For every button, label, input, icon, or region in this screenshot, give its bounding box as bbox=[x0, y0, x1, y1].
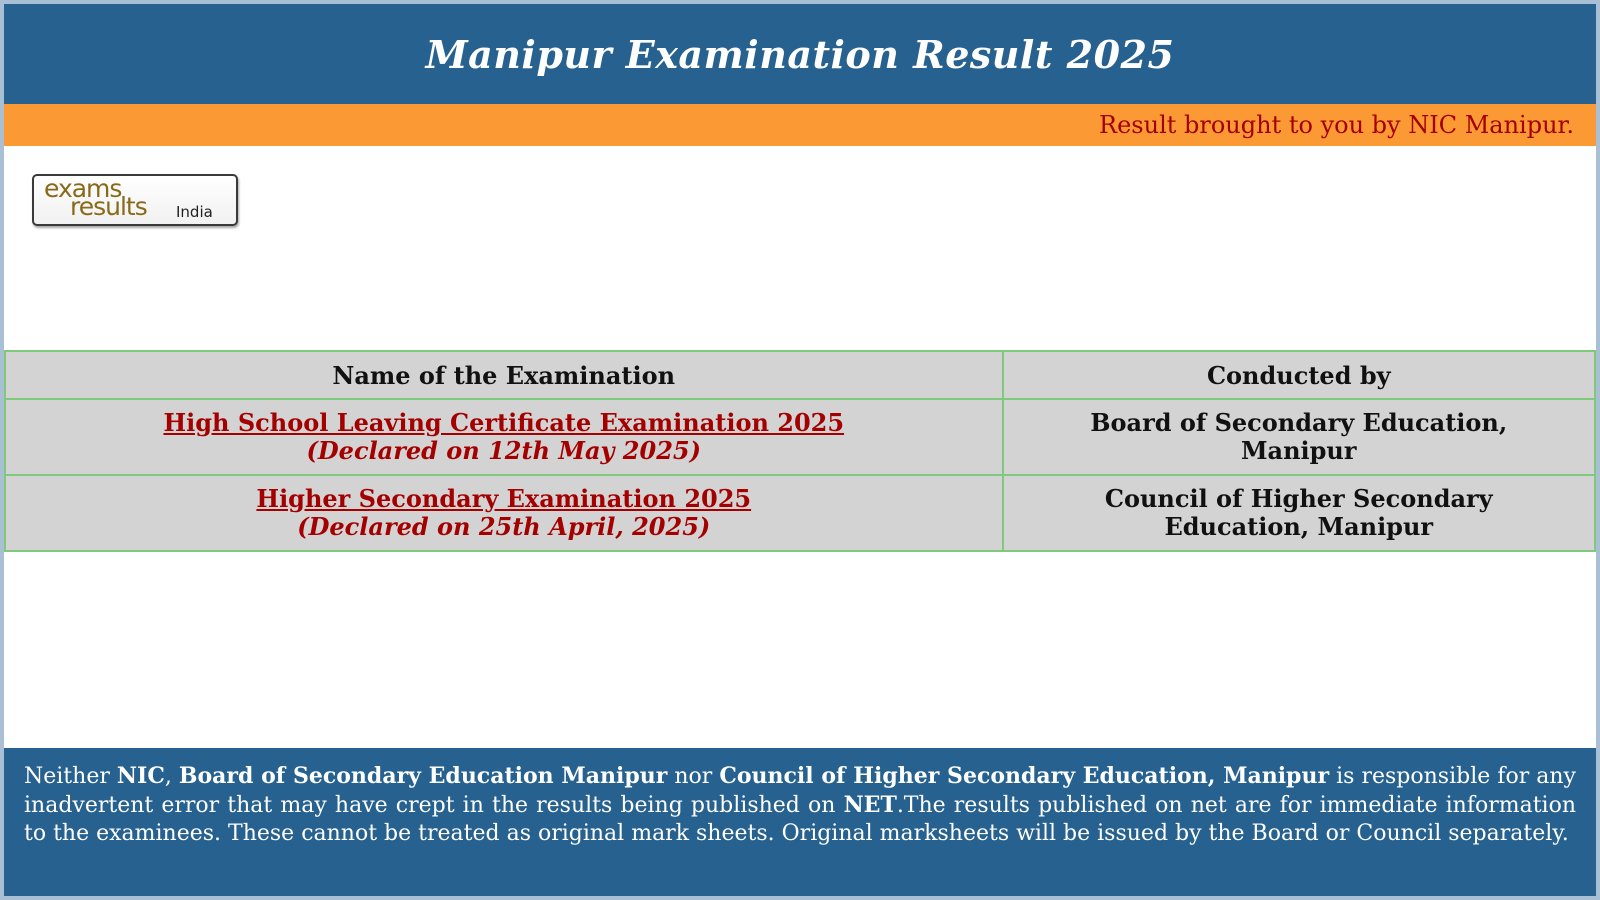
disclaimer-bold-chse: Council of Higher Secondary Education, Manipur bbox=[719, 763, 1330, 789]
declared-date: (Declared on 12th May 2025) bbox=[306, 436, 701, 465]
exam-cell bbox=[5, 399, 1003, 475]
results-table bbox=[4, 350, 1596, 552]
disclaimer-footer bbox=[4, 748, 1596, 896]
credit-banner bbox=[4, 104, 1596, 146]
disclaimer-text: Neither bbox=[24, 764, 117, 789]
page-title: Manipur Examination Result 2025 bbox=[425, 31, 1175, 77]
disclaimer-bold-nic: NIC bbox=[116, 763, 165, 789]
table-row bbox=[5, 399, 1595, 475]
logo-line-results: results bbox=[70, 192, 147, 221]
hslc-exam-link[interactable]: High School Leaving Certificate Examination 2025 bbox=[163, 408, 845, 437]
header-conducted-by: Conducted by bbox=[1003, 351, 1596, 399]
disclaimer-text: is responsible for any inadvertent error that may have crept in the results being published on bbox=[24, 764, 1576, 818]
logo-line-exams: exams bbox=[44, 174, 122, 203]
disclaimer-text: .The results published on net are for immediate information to the examinees. These cannot be treated as original mark sheets. Original marksheets will be issued by the Board or Council separately. bbox=[24, 793, 1577, 846]
disclaimer-bold-net: NET bbox=[843, 792, 897, 818]
table-header-row bbox=[5, 351, 1595, 399]
logo-line-india: India bbox=[176, 203, 213, 221]
header-exam-name: Name of the Examination bbox=[5, 351, 1003, 399]
exams-results-india-logo[interactable] bbox=[32, 174, 238, 226]
exam-cell bbox=[5, 475, 1003, 551]
conducted-by-text: Council of Higher Secondary Education, Manipur bbox=[1104, 484, 1493, 541]
hse-exam-link[interactable]: Higher Secondary Examination 2025 bbox=[256, 484, 752, 513]
conducted-cell bbox=[1003, 399, 1596, 475]
table-row bbox=[5, 475, 1595, 551]
credit-text: Result brought to you by NIC Manipur. bbox=[1099, 111, 1574, 139]
disclaimer-text: nor bbox=[667, 764, 720, 789]
declared-date: (Declared on 25th April, 2025) bbox=[297, 512, 711, 541]
conducted-by-text: Board of Secondary Education, Manipur bbox=[1090, 408, 1508, 465]
page-header bbox=[4, 4, 1596, 104]
disclaimer-bold-bse: Board of Secondary Education Manipur bbox=[178, 763, 668, 789]
conducted-cell bbox=[1003, 475, 1596, 551]
disclaimer-text: , bbox=[164, 764, 179, 789]
